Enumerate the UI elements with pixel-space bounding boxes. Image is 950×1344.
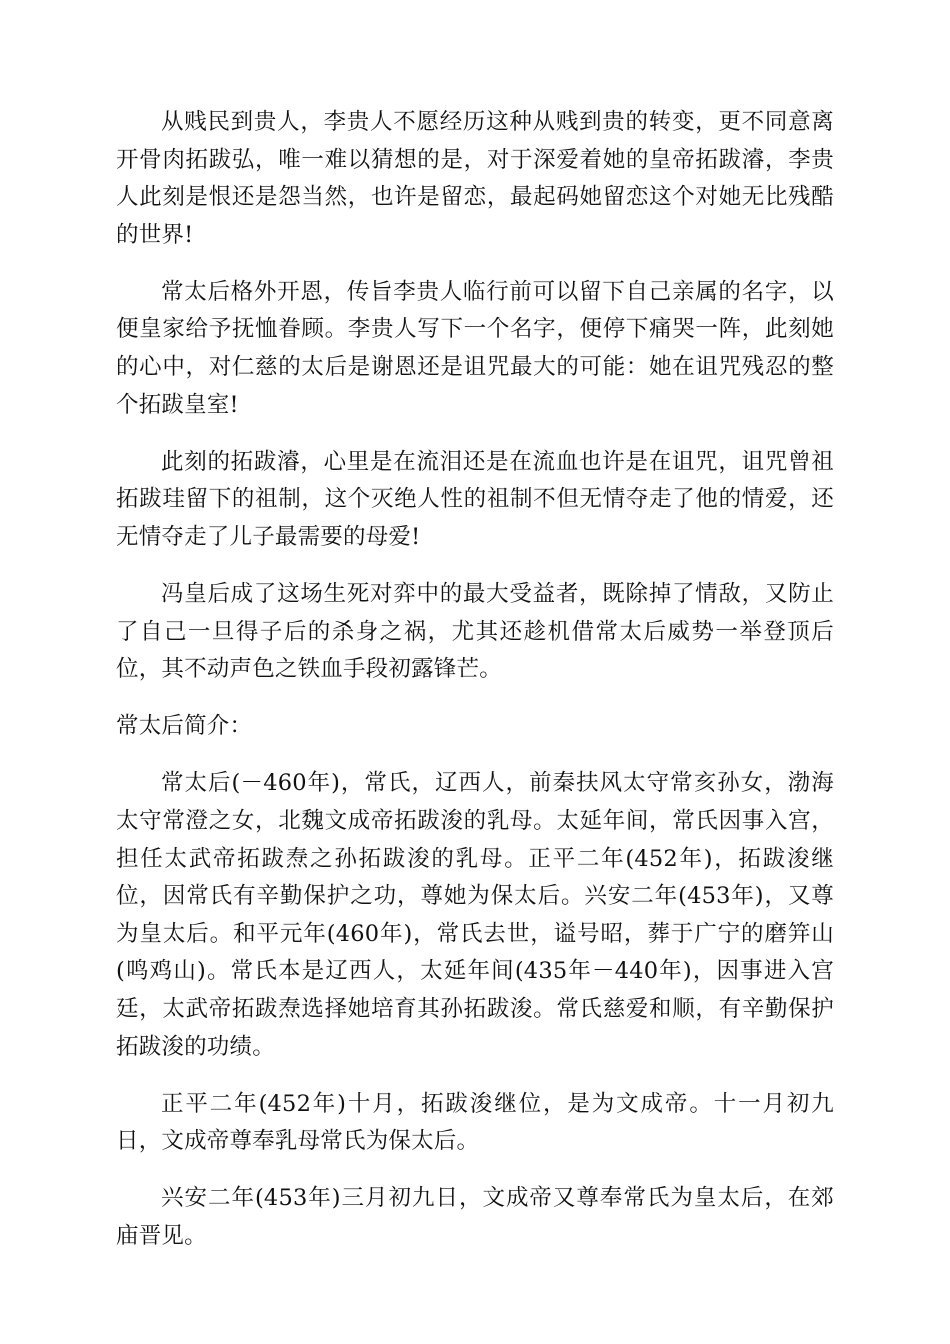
document-page <box>116 104 834 1275</box>
section-heading: 常太后简介： <box>116 713 253 740</box>
paragraph: 常太后格外开恩，传旨李贵人临行前可以留下自己亲属的名字，以便皇家给予抚恤眷顾。李贵人写下一个名字，便停下痛哭一阵，此刻她的心中，对仁慈的太后是谢恩还是诅咒最大的可能：她在诅咒残忍的整个拓跋皇室! <box>116 278 834 418</box>
paragraph: 此刻的拓跋濬，心里是在流泪还是在流血也许是在诅咒，诅咒曾祖拓跋珪留下的祖制，这个灭绝人性的祖制不但无情夺走了他的情爱，还无情夺走了儿子最需要的母爱! <box>116 448 834 550</box>
bio-paragraph: 兴安二年(453年)三月初九日，文成帝又尊奉常氏为皇太后，在郊庙晋见。 <box>116 1185 834 1249</box>
bio-paragraph: 常太后(－460年)，常氏，辽西人，前秦扶风太守常亥孙女，渤海太守常澄之女，北魏文成帝拓跋浚的乳母。太延年间，常氏因事入宫，担任太武帝拓跋焘之孙拓跋浚的乳母。正平二年(452年)，拓跋浚继位，因常氏有辛勤保护之功，尊她为保太后。兴安二年(453年)，又尊为皇太后。和平元年(460年)，常氏去世，谥号昭，葬于广宁的磨笄山(鸣鸡山)。常氏本是辽西人，太延年间(435年－440年)，因事进入宫廷，太武帝拓跋焘选择她培育其孙拓跋浚。常氏慈爱和顺，有辛勤保护拓跋浚的功绩。 <box>116 770 834 1060</box>
paragraph: 从贱民到贵人，李贵人不愿经历这种从贱到贵的转变，更不同意离开骨肉拓跋弘，唯一难以猜想的是，对于深爱着她的皇帝拓跋濬，李贵人此刻是恨还是怨当然，也许是留恋，最起码她留恋这个对她无比残酷的世界! <box>116 109 834 248</box>
bio-paragraph: 正平二年(452年)十月，拓跋浚继位，是为文成帝。十一月初九日，文成帝尊奉乳母常氏为保太后。 <box>116 1090 834 1155</box>
paragraph: 冯皇后成了这场生死对弈中的最大受益者，既除掉了情敌，又防止了自己一旦得子后的杀身之祸，尤其还趁机借常太后威势一举登顶后位，其不动声色之铁血手段初露锋芒。 <box>116 581 834 683</box>
